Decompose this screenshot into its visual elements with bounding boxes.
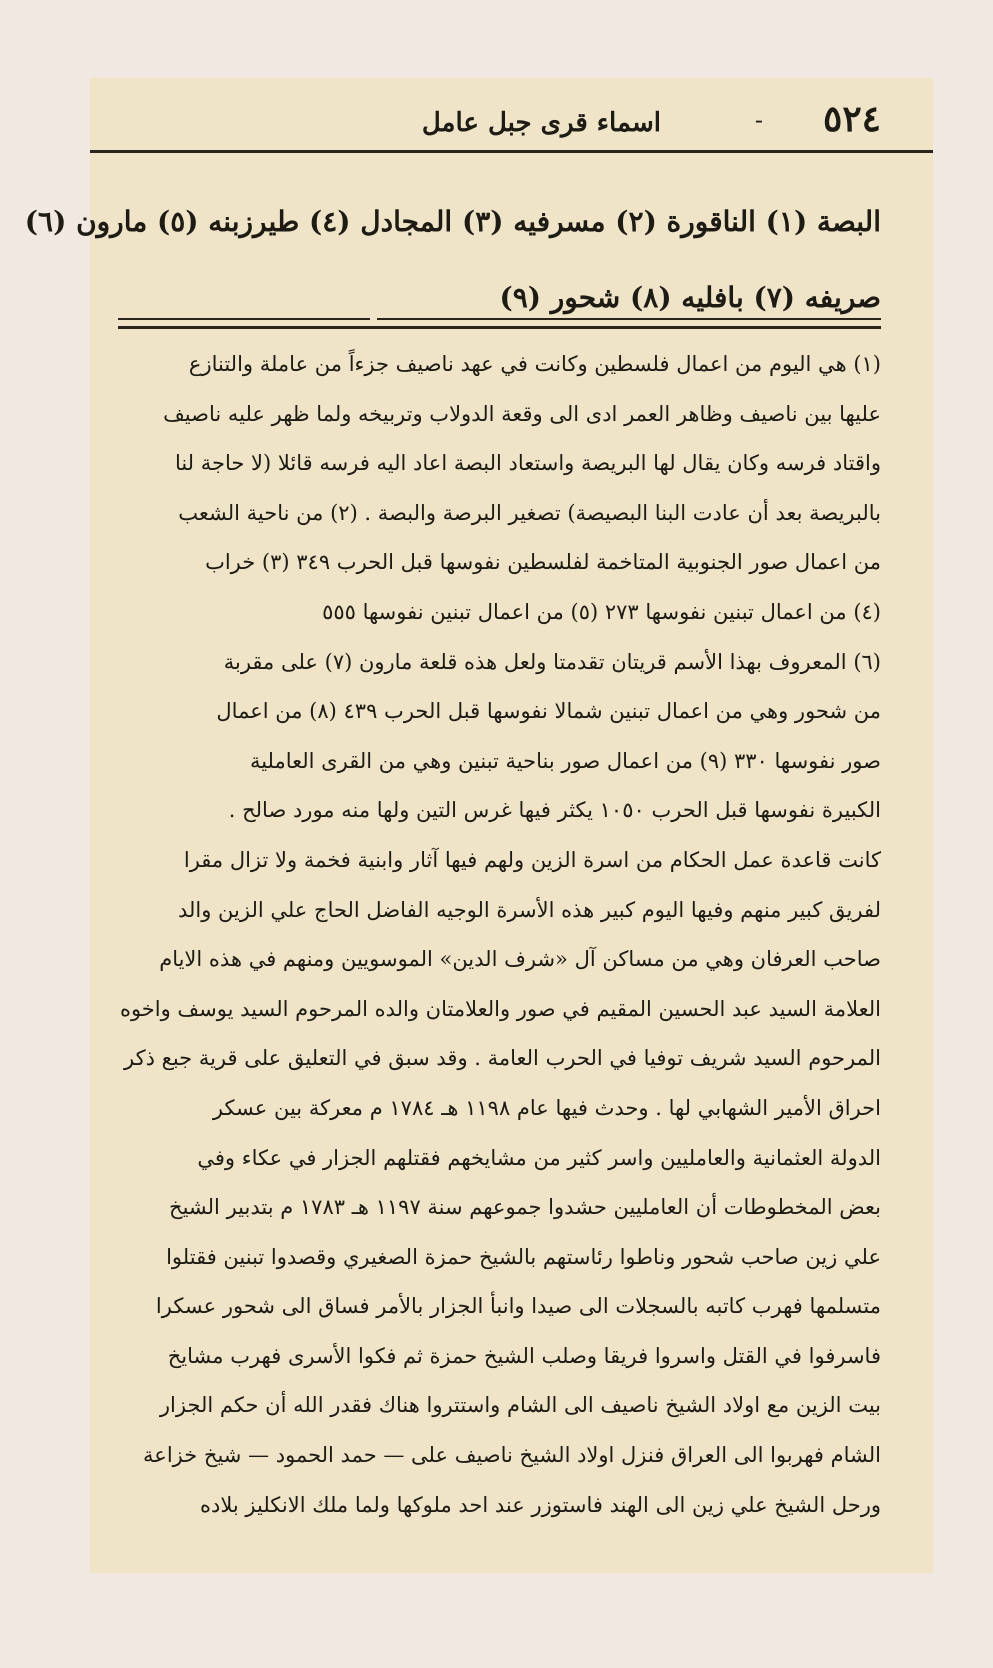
footnote-line: بالبريصة بعد أن عادت البنا البصيصة) تصغير البرصة والبصة . (٢) من ناحية الشعب	[178, 500, 881, 525]
page-title: اسماء قرى جبل عامل	[421, 108, 661, 138]
footnote-line: ورحل الشيخ علي زين الى الهند فاستوزر عند احد ملوكها ولما ملك الانكليز بلاده	[200, 1492, 881, 1517]
footnote-line: (٦) المعروف بهذا الأسم قريتان تقدمتا ولعل هذه قلعة مارون (٧) على مقربة	[223, 649, 881, 674]
page-header	[118, 92, 881, 172]
footnote-line: المرحوم السيد شريف توفيا في الحرب العامة . وقد سبق في التعليق على قرية جبع ذكر	[124, 1046, 881, 1071]
footnote-line: الدولة العثمانية والعامليين واسر كثير من مشايخهم فقتلهم الجزار في عكاء وفي	[197, 1145, 881, 1170]
footnote-line: علي زين صاحب شحور وناطوا رئاستهم بالشيخ حمزة الصغيري وقصدوا تبنين فقتلوا	[166, 1244, 881, 1269]
footnote-line: الكبيرة نفوسها قبل الحرب ١٠٥٠ يكثر فيها غرس التين ولها منه مورد صالح .	[228, 798, 881, 823]
footnote-line: متسلمها فهرب كاتبه بالسجلات الى صيدا وانبأ الجزار بالأمر فساق الى شحور عسكرا	[155, 1294, 881, 1319]
footnote-line: واقتاد فرسه وكان يقال لها البريصة واستعاد البصة اعاد اليه فرسه قائلا (لا حاجة لنا	[174, 451, 881, 476]
footnote-line: صور نفوسها ٣٣٠ (٩) من اعمال صور بناحية تبنين وهي من القرى العاملية	[249, 748, 881, 773]
footnote-line: صاحب العرفان وهي من مساكن آل «شرف الدين» الموسويين ومنهم في هذه الايام	[159, 947, 881, 972]
footnote-line: (١) هي اليوم من اعمال فلسطين وكانت في عهد ناصيف جزءاً من عاملة والتنازع	[188, 352, 881, 376]
village-line-2: صريفه (٧) بافليه (٨) شحور (٩)	[499, 281, 881, 314]
header-dash: -	[754, 106, 763, 134]
footnote-line: الشام فهربوا الى العراق فنزل اولاد الشيخ ناصيف على — حمد الحمود — شيخ خزاعة	[143, 1443, 881, 1468]
village-list	[24, 184, 881, 336]
footnote-line: بعض المخطوطات أن العامليين حشدوا جموعهم سنة ١١٩٧ هـ ١٧٨٣ م بتدبير الشيخ	[169, 1195, 881, 1220]
header-rule	[90, 150, 933, 153]
footnote-line: العلامة السيد عبد الحسين المقيم في صور والعلامتان والده المرحوم السيد يوسف واخوه	[119, 996, 881, 1021]
footnote-line: لفريق كبير منهم وفيها اليوم كبير هذه الأسرة الوجيه الفاضل الحاج علي الزين والد	[177, 897, 881, 922]
book-page	[24, 78, 933, 1573]
footnote-line: كانت قاعدة عمل الحكام من اسرة الزين ولهم فيها آثار وابنية فخمة ولا تزال مقرا	[183, 847, 881, 872]
footnote-line: احراق الأمير الشهابي لها . وحدث فيها عام ١١٩٨ هـ ١٧٨٤ م معركة بين عسكر	[212, 1095, 881, 1120]
footnote-line: (٤) من اعمال تبنين نفوسها ٢٧٣ (٥) من اعمال تبنين نفوسها ٥٥٥	[322, 599, 881, 624]
footnote-line: عليها بين ناصيف وظاهر العمر ادى الى وقعة الدولاب وتربيخه ولما ظهر عليه ناصيف	[163, 401, 881, 426]
village-line-1: البصة (١) الناقورة (٢) مسرفيه (٣) المجادل (٤) طيرزبنه (٥) مارون (٦)	[24, 205, 881, 238]
footnote-line: من اعمال صور الجنوبية المتاخمة لفلسطين نفوسها قبل الحرب ٣٤٩ (٣) خراب	[205, 550, 881, 575]
page-number: ٥٢٤	[822, 98, 881, 140]
footnote-line: فاسرفوا في القتل واسروا فريقا وصلب الشيخ حمزة ثم فكوا الأسرى فهرب مشايخ	[167, 1343, 881, 1368]
footnotes	[118, 340, 881, 1530]
footnote-divider	[118, 318, 881, 330]
footnote-line: بيت الزين مع اولاد الشيخ ناصيف الى الشام واستتروا هناك فقدر الله أن حكم الجزار	[159, 1393, 881, 1418]
footnote-line: من شحور وهي من اعمال تبنين شمالا نفوسها قبل الحرب ٤٣٩ (٨) من اعمال	[216, 699, 881, 724]
